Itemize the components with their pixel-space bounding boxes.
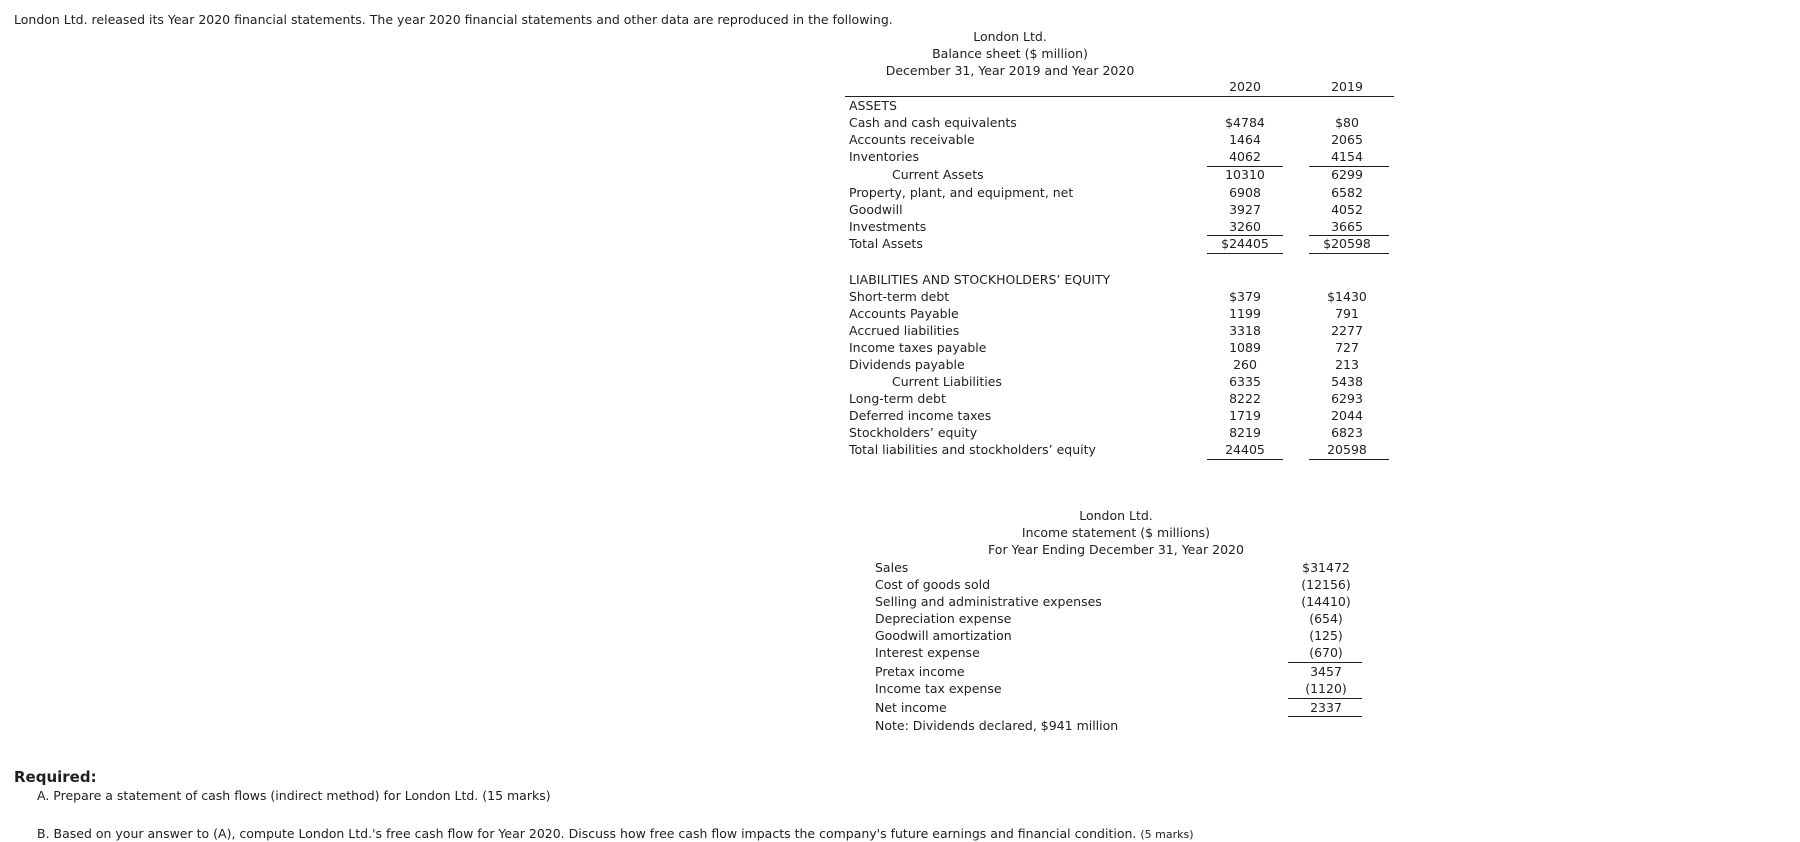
value-2019: 6823	[1331, 425, 1363, 440]
value-2019: 6299	[1331, 167, 1363, 182]
bs-company: London Ltd.	[973, 29, 1047, 44]
value-2020: $379	[1229, 289, 1261, 304]
total-rule	[1309, 459, 1389, 460]
row-label: Property, plant, and equipment, net	[849, 185, 1074, 200]
row-value: 3457	[1310, 664, 1342, 679]
value-2020: 24405	[1225, 442, 1265, 457]
row-label: Sales	[875, 560, 909, 575]
value-2020: 8222	[1229, 391, 1261, 406]
table-row	[849, 373, 1394, 390]
row-label: Goodwill	[849, 202, 903, 217]
table-row	[875, 627, 1355, 644]
row-label: Depreciation expense	[875, 611, 1012, 626]
required-part-a: A. Prepare a statement of cash flows (indirect method) for London Ltd. (15 marks)	[37, 788, 551, 803]
table-row	[875, 559, 1355, 576]
table-row	[875, 610, 1355, 627]
value-2020: 4062	[1229, 149, 1261, 164]
table-row	[875, 576, 1355, 593]
row-label: Interest expense	[875, 645, 980, 660]
row-label: Long-term debt	[849, 391, 946, 406]
is-period: For Year Ending December 31, Year 2020	[988, 542, 1244, 557]
row-label: Investments	[849, 219, 927, 234]
row-label: Stockholders’ equity	[849, 425, 978, 440]
table-row	[875, 699, 1355, 716]
total-rule	[1207, 459, 1283, 460]
bs-year-2019: 2019	[1331, 79, 1363, 94]
table-row	[849, 441, 1394, 458]
liab-header: LIABILITIES AND STOCKHOLDERS’ EQUITY	[849, 272, 1111, 287]
table-row	[849, 390, 1394, 407]
table-row	[849, 166, 1394, 183]
value-2020: 10310	[1225, 167, 1265, 182]
row-value: (14410)	[1301, 594, 1351, 609]
row-label: Total Assets	[849, 236, 923, 251]
value-2019: 20598	[1327, 442, 1367, 457]
table-row	[849, 114, 1394, 131]
bs-title: Balance sheet ($ million)	[932, 46, 1088, 61]
table-row	[875, 593, 1355, 610]
value-2019: 5438	[1331, 374, 1363, 389]
table-row	[849, 131, 1394, 148]
bs-date: December 31, Year 2019 and Year 2020	[885, 63, 1135, 78]
row-label: Income taxes payable	[849, 340, 987, 355]
table-row	[849, 407, 1394, 424]
value-2020: 6908	[1229, 185, 1261, 200]
row-label: Selling and administrative expenses	[875, 594, 1102, 609]
row-label: Dividends payable	[849, 357, 965, 372]
value-2019: 6582	[1331, 185, 1363, 200]
table-row	[849, 424, 1394, 441]
row-value: (1120)	[1305, 681, 1347, 696]
row-value: (654)	[1309, 611, 1343, 626]
value-2019: 727	[1335, 340, 1359, 355]
is-title: Income statement ($ millions)	[1021, 525, 1211, 540]
value-2019: $20598	[1323, 236, 1371, 251]
table-row	[849, 148, 1394, 165]
value-2019: $1430	[1327, 289, 1367, 304]
value-2019: 4154	[1331, 149, 1363, 164]
row-label: Cash and cash equivalents	[849, 115, 1017, 130]
value-2020: 6335	[1229, 374, 1261, 389]
row-value: 2337	[1310, 700, 1342, 715]
assets-header: ASSETS	[849, 98, 897, 113]
value-2019: 2044	[1331, 408, 1363, 423]
table-row	[849, 339, 1394, 356]
value-2020: 1199	[1229, 306, 1261, 321]
value-2019: $80	[1335, 115, 1359, 130]
value-2020: 1089	[1229, 340, 1261, 355]
table-row	[849, 305, 1394, 322]
is-company: London Ltd.	[1079, 508, 1153, 523]
required-part-b	[37, 826, 1194, 841]
required-part-b-marks: (5 marks)	[1140, 828, 1194, 841]
row-label: Cost of goods sold	[875, 577, 991, 592]
bs-year-2020: 2020	[1229, 79, 1261, 94]
row-label: Deferred income taxes	[849, 408, 992, 423]
table-row	[849, 322, 1394, 339]
row-label: Short-term debt	[849, 289, 950, 304]
required-part-b-text: B. Based on your answer to (A), compute London Ltd.'s free cash flow for Year 2020. Discuss how free cash flow impacts the company's future earnings and financial condition.	[37, 826, 1137, 841]
row-label: Total liabilities and stockholders’ equity	[849, 442, 1096, 457]
assets-header-row	[849, 97, 1394, 114]
value-2020: $24405	[1221, 236, 1269, 251]
row-label: Accounts receivable	[849, 132, 975, 147]
value-2020: 1464	[1229, 132, 1261, 147]
total-rule	[1309, 253, 1389, 254]
table-row	[849, 235, 1394, 252]
value-2020: 3927	[1229, 202, 1261, 217]
value-2019: 6293	[1331, 391, 1363, 406]
value-2020: 3318	[1229, 323, 1261, 338]
row-label: Net income	[875, 700, 947, 715]
row-label: Accounts Payable	[849, 306, 959, 321]
table-row	[875, 663, 1355, 680]
table-row	[875, 680, 1355, 697]
row-value: (12156)	[1301, 577, 1351, 592]
value-2020: $4784	[1225, 115, 1265, 130]
value-2020: 8219	[1229, 425, 1261, 440]
value-2019: 4052	[1331, 202, 1363, 217]
value-2019: 791	[1335, 306, 1359, 321]
row-label: Income tax expense	[875, 681, 1002, 696]
value-2019: 213	[1335, 357, 1359, 372]
required-heading: Required:	[14, 768, 97, 786]
dividends-note: Note: Dividends declared, $941 million	[875, 718, 1119, 733]
value-2020: 1719	[1229, 408, 1261, 423]
row-value: (125)	[1309, 628, 1343, 643]
table-row	[875, 644, 1355, 661]
liab-header-row	[849, 271, 1394, 288]
intro-text: London Ltd. released its Year 2020 financial statements. The year 2020 financial statements and other data are reproduced in the following.	[14, 12, 893, 27]
note-row	[875, 717, 1355, 734]
table-row	[849, 218, 1394, 235]
table-row	[849, 201, 1394, 218]
row-label: Pretax income	[875, 664, 965, 679]
row-label: Inventories	[849, 149, 919, 164]
value-2020: 260	[1233, 357, 1257, 372]
row-label: Goodwill amortization	[875, 628, 1012, 643]
value-2020: 3260	[1229, 219, 1261, 234]
table-row	[849, 184, 1394, 201]
value-2019: 2277	[1331, 323, 1363, 338]
value-2019: 2065	[1331, 132, 1363, 147]
table-row	[849, 288, 1394, 305]
table-row	[849, 356, 1394, 373]
row-label: Current Assets	[892, 167, 984, 182]
value-2019: 3665	[1331, 219, 1363, 234]
row-value: $31472	[1302, 560, 1350, 575]
row-label: Accrued liabilities	[849, 323, 960, 338]
row-label: Current Liabilities	[892, 374, 1002, 389]
row-value: (670)	[1309, 645, 1343, 660]
total-rule	[1207, 253, 1283, 254]
